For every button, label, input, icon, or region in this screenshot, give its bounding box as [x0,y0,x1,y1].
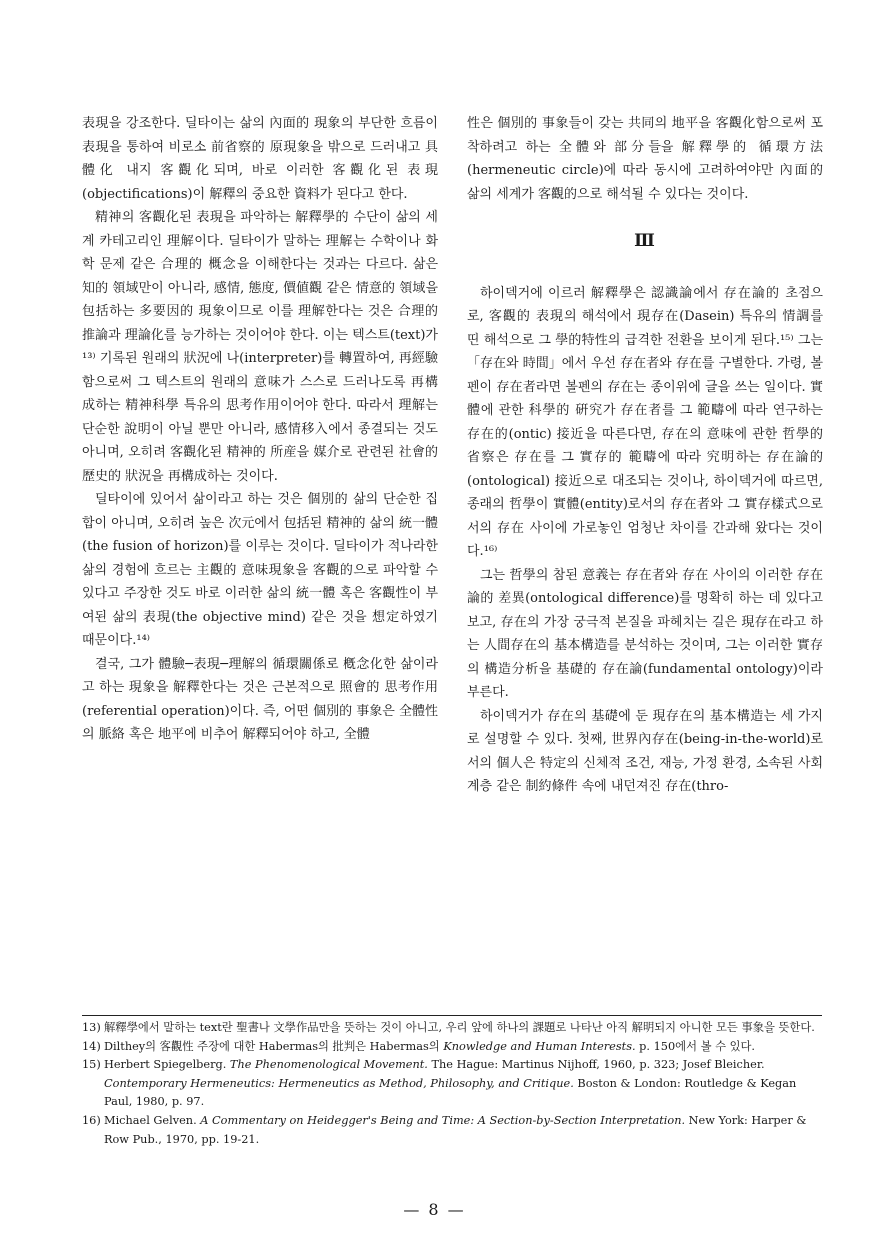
left-column [82,112,438,747]
paragraph: 精神의 客觀化된 表現을 파악하는 解釋學的 수단이 삶의 세계 카테고리인 理解이다. 딜타이가 말하는 理解는 수학이나 화학 문제 같은 合理的 概念을 이해한다는 것과는 다르다. 삶은 知的 領域만이 아니라, 感情, 態度, 價値觀 같은 情意的 領域을 包括하는 多要因的 現象이므로 이를 理解한다는 것은 合理的 推論과 理論化를 능가하는 것이어야 한다. 이는 텍스트(text)가¹³⁾ 기록된 원래의 狀況에 나(interpreter)를 轉置하여, 再經驗함으로써 그 텍스트의 원래의 意味가 스스로 드러나도록 再構成하는 精神科學 특유의 思考作用이어야 한다. 따라서 理解는 단순한 說明이 아닐 뿐만 아니라, 感情移入에서 종결되는 것도 아니며, 오히려 客觀化된 精神的 所産을 媒介로 관련된 社會的 歷史的 狀況을 再構成하는 것이다. [82,210,438,484]
footnote-text: Boston & London: Routledge & Kegan Paul, 1980, p. 97. [104,1076,797,1109]
paragraph: 그는 哲學의 참된 意義는 存在者와 存在 사이의 이러한 存在論的 差異(ontological difference)를 명확히 하는 데 있다고 보고, 存在의 가장 궁극적 본질을 파헤치는 길은 現存在라고 하는 人間存在의 基本構造를 분석하는 것이며, 그는 이러한 實存의 構造分析을 基礎的 存在論(fundamental ontology)이라 부른다. [467,567,823,700]
paragraph: 性은 個別的 事象들이 갖는 共同의 地平을 客觀化함으로써 포착하려고 하는 全體와 部分들을 解釋學的 循環方法(hermeneutic circle)에 따라 동시에 고려하여야만 內面的 삶의 세계가 客觀的으로 해석될 수 있다는 것이다. [467,116,823,202]
page-number: — 8 — [403,1200,466,1219]
section-number: Ⅲ [634,231,656,251]
paragraph: 딜타이에 있어서 삶이라고 하는 것은 個別的 삶의 단순한 집합이 아니며, 오히려 높은 次元에서 包括된 精神的 삶의 統一體(the fusion of horizon)를 이루는 것이다. 딜타이가 적나라한 삶의 경험에 흐르는 主觀的 意味現象을 客觀的으로 파악할 수 있다고 주장한 것도 바로 이러한 삶의 統一體 혹은 客觀性이 부여된 삶의 表現(the objective mind) 같은 것을 想定하였기 때문이다.¹⁴⁾ [82,492,438,648]
footnote-text: Michael Gelven. [104,1113,201,1127]
paragraph: 결국, 그가 體驗─表現─理解의 循環關係로 槪念化한 삶이라고 하는 現象을 解釋한다는 것은 근본적으로 照會的 思考作用(referential operation)이다. 즉, 어떤 個別的 事象은 全體性의 脈絡 혹은 地平에 비추어 解釋되어야 하고, 全體 [82,656,438,742]
paragraph: 하이덱거에 이르러 解釋學은 認識論에서 存在論的 초점으로, 客觀的 表現의 해석에서 現存在(Dasein) 특유의 情調를 띤 해석으로 그 學的特性의 급격한 전환을 보이게 된다.¹⁵⁾ 그는「存在와 時間」에서 우선 存在者와 存在를 구별한다. 가령, 볼펜이 存在者라면 볼펜의 存在는 종이위에 글을 쓰는 일이다. 實體에 관한 科學的 硏究가 存在者를 그 範疇에 따라 연구하는 存在的(ontic) 接近을 따른다면, 存在의 意味에 관한 哲學的 省察은 存在를 그 實存的 範疇에 따라 究明하는 存在論的(ontological) 接近으로 대조되는 것이나, 하이덱거에 따르면, 종래의 哲學이 實體(entity)로서의 存在者와 그 實存樣式으로서의 存在 사이에 가로놓인 엄청난 차이를 간과해 왔다는 것이다.¹⁶⁾ [467,285,824,559]
paragraph: 하이덱거가 存在의 基礎에 둔 現存在의 基本構造는 세 가지로 설명할 수 있다. 첫째, 世界內存在(being-in-the-world)로서의 個人은 特定의 신체적 조건, 재능, 가정 환경, 소속된 사회 계층 같은 制約條件 속에 내던져진 存在(thro- [467,708,823,794]
footnote [82,1038,822,1057]
footnote-number: 13) [82,1021,101,1034]
footnote-number: 15) [82,1058,101,1072]
right-column [467,112,823,799]
footnote-text: Dilthey의 客觀性 주장에 대한 Habermas의 批判은 Habermas의 [104,1039,444,1053]
footnote [82,1112,822,1149]
footnote-title: Knowledge and Human Interests. [443,1039,636,1053]
footnote-text: New York: Harper & Row Pub., 1970, pp. 19-21. [104,1113,807,1146]
footnote-number: 16) [82,1113,101,1127]
footnote-text: Herbert Spiegelberg. [104,1058,230,1072]
footnote [82,1056,822,1112]
footnote-title: The Phenomenological Movement. [229,1058,428,1072]
paragraph: 表現을 강조한다. 딜타이는 삶의 內面的 現象의 부단한 흐름이 表現을 통하여 비로소 前省察的 原現象을 밖으로 드러내고 具體化 내지 客觀化되며, 바로 이러한 客觀化된 表現(objectifications)이 解釋의 중요한 資料가 된다고 한다. [82,116,438,202]
footnote-text: p. 150에서 볼 수 있다. [635,1039,756,1053]
footnote-text: The Hague: Martinus Nijhoff, 1960, p. 323; Josef Bleicher. [427,1058,765,1072]
footnote-number: 14) [82,1039,101,1053]
footnote-title: A Commentary on Heidegger's Being and Time: A Section-by-Section Interpretation. [200,1113,686,1127]
footnote-divider [82,1015,822,1016]
footnote-text: 解釋學에서 말하는 text란 聖書나 文學作品만을 뜻하는 것이 아니고, 우리 앞에 하나의 課題로 나타난 아직 解明되지 아니한 모든 事象을 뜻한다. [104,1021,815,1034]
footnote-title: Contemporary Hermeneutics: Hermeneutics as Method, Philosophy, and Critique. [104,1076,574,1090]
footnote [82,1019,822,1038]
footnotes [82,1019,822,1149]
